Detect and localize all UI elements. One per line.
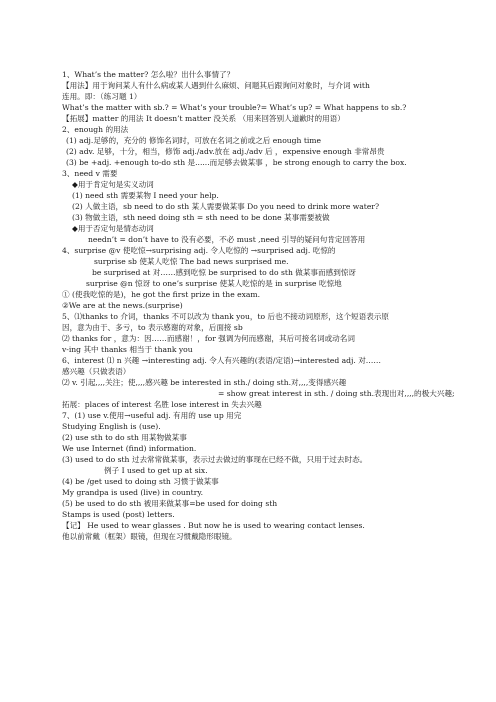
text-line: 5、⑴thanks to 介词，thanks 不可以改为 thank you，to 后也不接动词原形，这个短语表示原 [62, 312, 390, 321]
text-line: ⑵ thanks for ，意为：因……而感谢！，for 强调为何而感谢，其后可接名词或动名词 [62, 334, 355, 343]
text-line: 6、interest ⑴ n 兴趣 →interesting adj. 令人有兴趣的(表语/定语)→interested adj. 对…… [62, 356, 381, 365]
text-line: 【用法】用于询问某人有什么病或某人遇到什么麻烦、问题其后跟询问对象时，与介词 with [62, 81, 370, 90]
text-line: 2、enough 的用法 [62, 125, 129, 134]
text-line: (1) need sth 需要某物 I need your help. [72, 191, 219, 200]
text-line: 例子 I used to get up at six. [104, 466, 208, 475]
text-line: be surprised at 对……感到吃惊 be surprised to do sth 做某事而感到惊讶 [92, 268, 356, 277]
text-line: = show great interest in sth. / doing sth.表现出对,,,,的极大兴趣; [218, 389, 455, 398]
text-line: (5) be used to do sth 被用来做某事=be used for doing sth [62, 499, 278, 508]
text-line: (3) used to do sth 过去常常做某事，表示过去做过的事现在已经不做，只用于过去时态。 [62, 455, 368, 464]
text-line: 4、surprise @v 使吃惊→surprising adj. 令人吃惊的 →surprised adj. 吃惊的 [62, 246, 336, 255]
text-line: (1) adj.足够的，充分的 修饰名词时，可放在名词之前或之后 enough time [66, 136, 321, 145]
text-line: 他以前常戴（框架）眼镜，但现在习惯戴隐形眼镜。 [62, 532, 237, 541]
text-line: v-ing 其中 thanks 相当于 thank you [62, 345, 193, 354]
text-line: ① (使我吃惊的是)，he got the first prize in the exam. [62, 290, 261, 299]
text-line: surprise @n 惊讶 to one’s surprise 使某人吃惊的是 in surprise 吃惊地 [86, 279, 342, 288]
text-line: 【记】 He used to wear glasses . But now he is used to wearing contact lenses. [62, 521, 365, 530]
text-line: 因，意为由于、多亏，to 表示感谢的对象，后面接 sb [62, 323, 243, 332]
text-line: My grandpa is used (live) in country. [62, 488, 204, 497]
text-line: 连用。即：（练习题 1） [62, 92, 142, 101]
text-line: ◆用于否定句是情态动词 [72, 224, 154, 233]
text-line: (2) use sth to do sth 用某物做某事 [62, 433, 187, 442]
text-line: Studying English is (use). [62, 422, 161, 431]
text-line: (3) 物做主语，sth need doing sth = sth need to be done 某事需要被做 [72, 213, 330, 222]
text-line: 感兴趣（只做表语） [62, 367, 131, 376]
text-line: (4) be /get used to doing sth 习惯于做某事 [62, 477, 219, 486]
text-line: ⑵ v. 引起,,,,关注；使,,,,感兴趣 be interested in sth./ doing sth.对,,,,变得感兴趣 [62, 378, 347, 387]
text-line: (2) adv. 足够，十分，相当，修饰 adj./adv.放在 adj./adv 后 ，expensive enough 非常昂贵 [66, 147, 385, 156]
text-line: 3、need v 需要 [62, 169, 118, 178]
text-line: What’s the matter with sb.? = What’s your trouble?= What’s up? = What happens to sb.? [62, 103, 407, 112]
text-line: (2) 人做主语，sb need to do sth 某人需要做某事 Do you need to drink more water? [72, 202, 380, 211]
text-line: ②We are at the news.(surprise) [62, 301, 183, 310]
text-line: 1、What’s the matter? 怎么啦？出什么事情了？ [62, 70, 235, 79]
text-line: surprise sb 使某人吃惊 The bad news surprised me. [94, 257, 289, 266]
text-line: We use Internet (find) information. [62, 444, 197, 453]
text-line: (3) be +adj. +enough to-do sth 是......而足够去做某事 ，be strong enough to carry the box. [66, 158, 407, 167]
text-line: 拓展：places of interest 名胜 lose interest in 失去兴趣 [62, 400, 262, 409]
text-line: 【拓展】matter 的用法 It doesn’t matter 没关系 （用来回答别人道歉时的用语） [62, 114, 345, 123]
text-line: Stamps is used (post) letters. [62, 510, 175, 519]
text-line: 7、(1) use v.使用→useful adj. 有用的 use up 用完 [62, 411, 242, 420]
text-line: needn’t = don’t have to 没有必要，不必 must ,need 引导的疑问句肯定回答用 [88, 235, 366, 244]
text-line: ◆用于肯定句是实义动词 [72, 180, 154, 189]
